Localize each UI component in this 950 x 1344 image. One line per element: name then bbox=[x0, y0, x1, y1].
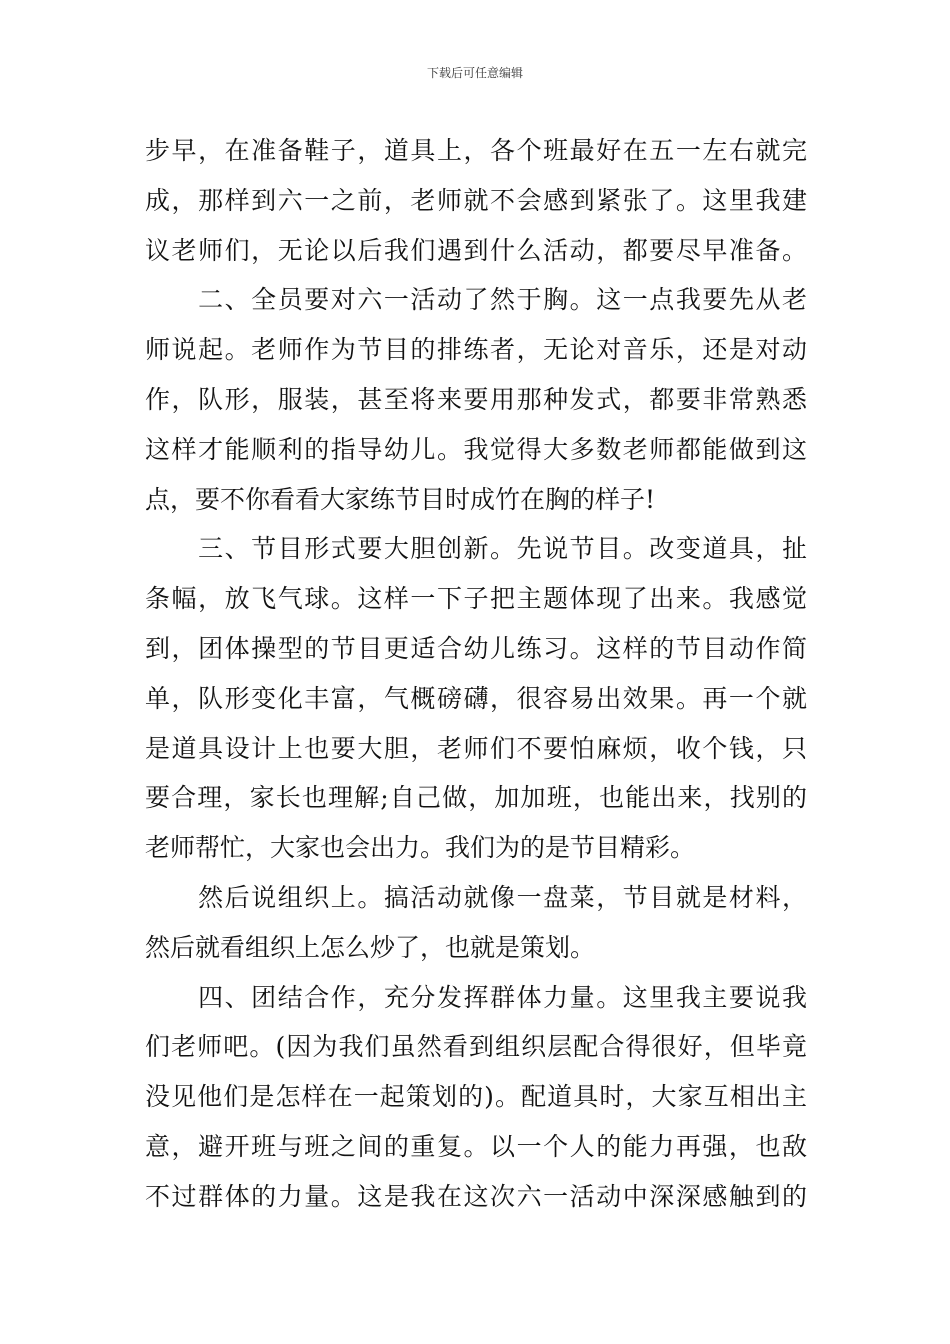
text-line: 老师帮忙，大家也会出力。我们为的是节目精彩。 bbox=[145, 833, 696, 863]
text-line: 步早，在准备鞋子，道具上，各个班最好在五一左右就完 bbox=[145, 136, 807, 165]
text-line: 条幅，放飞气球。这样一下子把主题体现了出来。我感觉 bbox=[145, 584, 807, 614]
body-text bbox=[145, 126, 807, 1222]
text-line: 三、节目形式要大胆创新。先说节目。改变道具，扯 bbox=[145, 534, 807, 564]
text-line: 没见他们是怎样在一起策划的)。配道具时，大家互相出主 bbox=[145, 1082, 807, 1112]
text-line: 意，避开班与班之间的重复。以一个人的能力再强，也敌 bbox=[145, 1131, 807, 1161]
text-line: 然后就看组织上怎么炒了，也就是策划。 bbox=[145, 932, 596, 962]
text-line: 不过群体的力量。这是我在这次六一活动中深深感触到的 bbox=[145, 1181, 807, 1211]
text-line: 到，团体操型的节目更适合幼儿练习。这样的节目动作简 bbox=[145, 633, 807, 663]
page-header: 下载后可任意编辑 bbox=[426, 66, 523, 80]
text-line: 议老师们，无论以后我们遇到什么活动，都要尽早准备。 bbox=[145, 235, 807, 265]
text-line: 这样才能顺利的指导幼儿。我觉得大多数老师都能做到这 bbox=[145, 434, 807, 464]
text-line: 点，要不你看看大家练节目时成竹在胸的样子! bbox=[145, 484, 656, 514]
text-line: 然后说组织上。搞活动就像一盘菜，节目就是材料， bbox=[145, 882, 807, 912]
text-line: 单，队形变化丰富，气概磅礴，很容易出效果。再一个就 bbox=[145, 683, 807, 713]
text-line: 成，那样到六一之前，老师就不会感到紧张了。这里我建 bbox=[145, 185, 807, 215]
text-line: 四、团结合作，充分发挥群体力量。这里我主要说我 bbox=[145, 982, 807, 1012]
text-line: 二、全员要对六一活动了然于胸。这一点我要先从老 bbox=[145, 285, 807, 315]
text-line: 作，队形，服装，甚至将来要用那种发式，都要非常熟悉 bbox=[145, 384, 807, 414]
text-line: 是道具设计上也要大胆，老师们不要怕麻烦，收个钱，只 bbox=[145, 733, 807, 763]
text-line: 要合理，家长也理解;自己做，加加班，也能出来，找别的 bbox=[145, 783, 807, 813]
text-line: 们老师吧。(因为我们虽然看到组织层配合得很好，但毕竟 bbox=[145, 1032, 807, 1062]
text-line: 师说起。老师作为节目的排练者，无论对音乐，还是对动 bbox=[145, 335, 807, 365]
